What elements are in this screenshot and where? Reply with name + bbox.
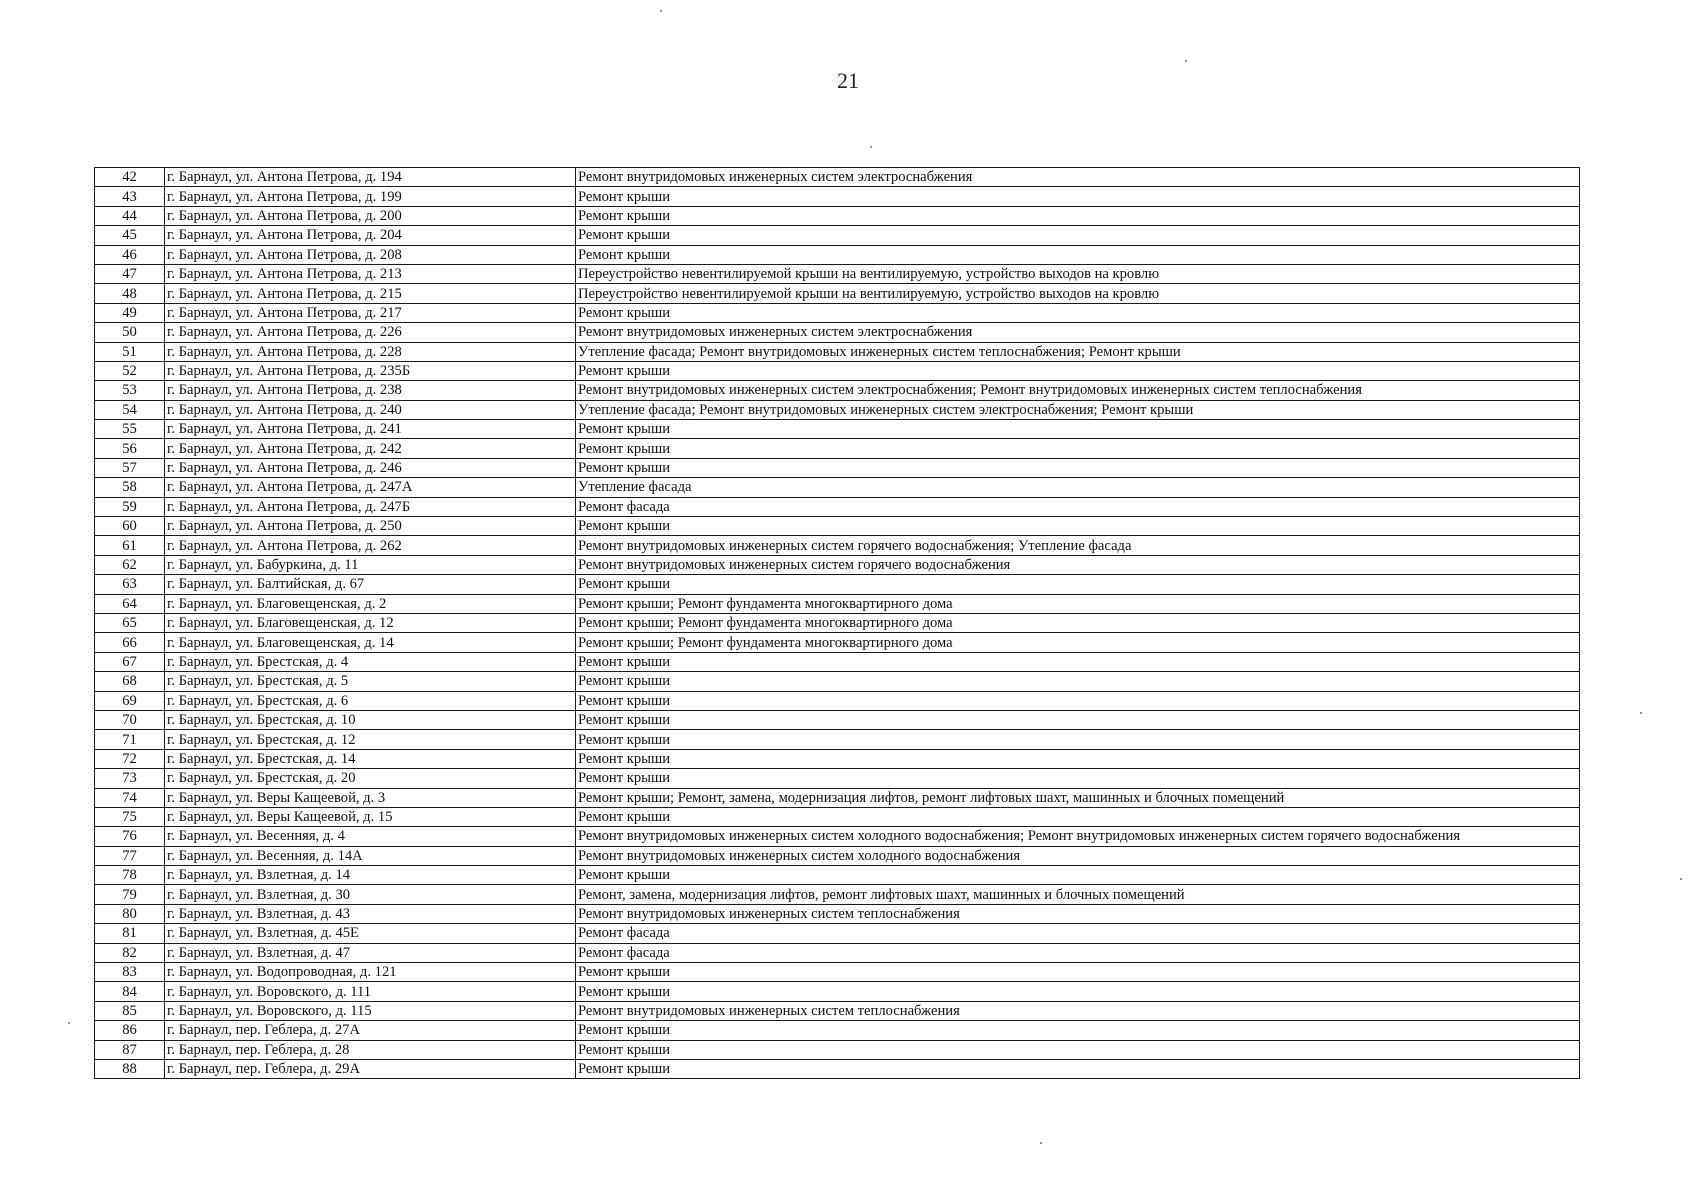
row-number: 81 — [95, 924, 165, 943]
table-row — [95, 982, 1580, 1001]
row-work-type: Ремонт крыши; Ремонт фундамента многоквартирного дома — [576, 594, 1580, 613]
row-work-type: Ремонт крыши — [576, 963, 1580, 982]
table-row — [95, 691, 1580, 710]
row-number: 45 — [95, 226, 165, 245]
row-address: г. Барнаул, ул. Брестская, д. 6 — [165, 691, 576, 710]
table-row — [95, 904, 1580, 923]
row-address: г. Барнаул, пер. Геблера, д. 28 — [165, 1040, 576, 1059]
scan-speck — [68, 1022, 70, 1024]
row-number: 87 — [95, 1040, 165, 1059]
row-work-type: Ремонт крыши; Ремонт фундамента многоквартирного дома — [576, 633, 1580, 652]
row-number: 83 — [95, 963, 165, 982]
row-number: 49 — [95, 303, 165, 322]
row-address: г. Барнаул, ул. Воровского, д. 115 — [165, 1001, 576, 1020]
table-row — [95, 924, 1580, 943]
row-work-type: Ремонт фасада — [576, 943, 1580, 962]
row-address: г. Барнаул, ул. Взлетная, д. 14 — [165, 866, 576, 885]
table-row — [95, 769, 1580, 788]
row-work-type: Ремонт крыши — [576, 866, 1580, 885]
row-address: г. Барнаул, ул. Весенняя, д. 4 — [165, 827, 576, 846]
row-number: 73 — [95, 769, 165, 788]
scan-speck — [1185, 60, 1187, 62]
row-address: г. Барнаул, ул. Антона Петрова, д. 262 — [165, 536, 576, 555]
table-row — [95, 517, 1580, 536]
table-row — [95, 594, 1580, 613]
row-work-type: Ремонт внутридомовых инженерных систем холодного водоснабжения — [576, 846, 1580, 865]
table-row — [95, 1040, 1580, 1059]
row-number: 54 — [95, 400, 165, 419]
row-work-type: Ремонт внутридомовых инженерных систем электроснабжения — [576, 323, 1580, 342]
table-row — [95, 245, 1580, 264]
row-address: г. Барнаул, ул. Антона Петрова, д. 247Б — [165, 497, 576, 516]
row-address: г. Барнаул, ул. Весенняя, д. 14А — [165, 846, 576, 865]
table-row — [95, 439, 1580, 458]
row-work-type: Ремонт фасада — [576, 924, 1580, 943]
row-work-type: Ремонт крыши — [576, 652, 1580, 671]
table-row — [95, 284, 1580, 303]
row-number: 64 — [95, 594, 165, 613]
row-number: 44 — [95, 206, 165, 225]
table-row — [95, 633, 1580, 652]
row-work-type: Ремонт крыши — [576, 206, 1580, 225]
row-work-type: Ремонт, замена, модернизация лифтов, ремонт лифтовых шахт, машинных и блочных помещений — [576, 885, 1580, 904]
row-number: 57 — [95, 458, 165, 477]
table-row — [95, 303, 1580, 322]
table-row — [95, 963, 1580, 982]
repair-table — [94, 167, 1580, 1079]
row-number: 72 — [95, 749, 165, 768]
row-work-type: Ремонт внутридомовых инженерных систем горячего водоснабжения — [576, 555, 1580, 574]
row-address: г. Барнаул, ул. Брестская, д. 4 — [165, 652, 576, 671]
row-number: 61 — [95, 536, 165, 555]
row-number: 51 — [95, 342, 165, 361]
row-work-type: Ремонт крыши — [576, 730, 1580, 749]
row-number: 46 — [95, 245, 165, 264]
page-number: 21 — [837, 68, 859, 93]
row-address: г. Барнаул, ул. Воровского, д. 111 — [165, 982, 576, 1001]
table-row — [95, 478, 1580, 497]
row-number: 60 — [95, 517, 165, 536]
row-address: г. Барнаул, ул. Антона Петрова, д. 208 — [165, 245, 576, 264]
row-work-type: Ремонт крыши — [576, 245, 1580, 264]
row-number: 53 — [95, 381, 165, 400]
row-work-type: Ремонт крыши — [576, 226, 1580, 245]
table-row — [95, 226, 1580, 245]
row-address: г. Барнаул, ул. Брестская, д. 5 — [165, 672, 576, 691]
table-row — [95, 885, 1580, 904]
table-row — [95, 846, 1580, 865]
table-row — [95, 1001, 1580, 1020]
row-work-type: Утепление фасада; Ремонт внутридомовых инженерных систем электроснабжения; Ремонт крыши — [576, 400, 1580, 419]
row-address: г. Барнаул, ул. Антона Петрова, д. 200 — [165, 206, 576, 225]
row-number: 82 — [95, 943, 165, 962]
row-number: 86 — [95, 1021, 165, 1040]
row-work-type: Ремонт крыши; Ремонт, замена, модернизация лифтов, ремонт лифтовых шахт, машинных и блочных помещений — [576, 788, 1580, 807]
row-work-type: Ремонт крыши — [576, 1059, 1580, 1078]
row-work-type: Ремонт крыши — [576, 517, 1580, 536]
row-number: 78 — [95, 866, 165, 885]
row-number: 84 — [95, 982, 165, 1001]
table-row — [95, 1021, 1580, 1040]
row-work-type: Ремонт внутридомовых инженерных систем теплоснабжения — [576, 1001, 1580, 1020]
row-address: г. Барнаул, ул. Балтийская, д. 67 — [165, 575, 576, 594]
table-row — [95, 555, 1580, 574]
row-number: 50 — [95, 323, 165, 342]
table-row — [95, 613, 1580, 632]
row-work-type: Ремонт фасада — [576, 497, 1580, 516]
row-number: 67 — [95, 652, 165, 671]
scan-speck — [1040, 1142, 1042, 1144]
row-address: г. Барнаул, ул. Антона Петрова, д. 241 — [165, 420, 576, 439]
row-number: 74 — [95, 788, 165, 807]
row-number: 47 — [95, 264, 165, 283]
row-work-type: Переустройство невентилируемой крыши на вентилируемую, устройство выходов на кровлю — [576, 284, 1580, 303]
row-number: 75 — [95, 807, 165, 826]
row-work-type: Ремонт крыши — [576, 982, 1580, 1001]
row-address: г. Барнаул, ул. Антона Петрова, д. 217 — [165, 303, 576, 322]
row-address: г. Барнаул, ул. Антона Петрова, д. 228 — [165, 342, 576, 361]
row-address: г. Барнаул, ул. Антона Петрова, д. 199 — [165, 187, 576, 206]
row-address: г. Барнаул, ул. Антона Петрова, д. 204 — [165, 226, 576, 245]
row-number: 58 — [95, 478, 165, 497]
table-row — [95, 866, 1580, 885]
row-number: 42 — [95, 168, 165, 187]
row-work-type: Ремонт крыши — [576, 672, 1580, 691]
table-row — [95, 400, 1580, 419]
row-work-type: Ремонт крыши — [576, 769, 1580, 788]
row-number: 71 — [95, 730, 165, 749]
table-row — [95, 361, 1580, 380]
row-work-type: Ремонт внутридомовых инженерных систем электроснабжения — [576, 168, 1580, 187]
row-work-type: Ремонт крыши — [576, 187, 1580, 206]
row-work-type: Ремонт внутридомовых инженерных систем теплоснабжения — [576, 904, 1580, 923]
table-row — [95, 497, 1580, 516]
row-address: г. Барнаул, ул. Антона Петрова, д. 242 — [165, 439, 576, 458]
table-body — [95, 168, 1580, 1079]
table-row — [95, 652, 1580, 671]
table-row — [95, 575, 1580, 594]
row-work-type: Переустройство невентилируемой крыши на вентилируемую, устройство выходов на кровлю — [576, 264, 1580, 283]
row-address: г. Барнаул, ул. Взлетная, д. 45Е — [165, 924, 576, 943]
row-address: г. Барнаул, ул. Антона Петрова, д. 240 — [165, 400, 576, 419]
row-address: г. Барнаул, пер. Геблера, д. 29А — [165, 1059, 576, 1078]
row-number: 55 — [95, 420, 165, 439]
table-row — [95, 381, 1580, 400]
scan-speck — [1680, 878, 1682, 880]
row-work-type: Ремонт крыши; Ремонт фундамента многоквартирного дома — [576, 613, 1580, 632]
table-row — [95, 749, 1580, 768]
row-number: 56 — [95, 439, 165, 458]
row-work-type: Ремонт внутридомовых инженерных систем электроснабжения; Ремонт внутридомовых инженерных систем теплоснабжения — [576, 381, 1580, 400]
table-row — [95, 323, 1580, 342]
row-work-type: Утепление фасада; Ремонт внутридомовых инженерных систем теплоснабжения; Ремонт крыши — [576, 342, 1580, 361]
row-number: 66 — [95, 633, 165, 652]
table-row — [95, 943, 1580, 962]
row-address: г. Барнаул, ул. Антона Петрова, д. 213 — [165, 264, 576, 283]
table-row — [95, 710, 1580, 729]
row-address: г. Барнаул, пер. Геблера, д. 27А — [165, 1021, 576, 1040]
table-row — [95, 187, 1580, 206]
row-address: г. Барнаул, ул. Брестская, д. 14 — [165, 749, 576, 768]
row-work-type: Ремонт крыши — [576, 303, 1580, 322]
table-row — [95, 168, 1580, 187]
table-row — [95, 827, 1580, 846]
row-work-type: Ремонт крыши — [576, 1040, 1580, 1059]
row-address: г. Барнаул, ул. Антона Петрова, д. 250 — [165, 517, 576, 536]
row-address: г. Барнаул, ул. Антона Петрова, д. 194 — [165, 168, 576, 187]
row-work-type: Ремонт внутридомовых инженерных систем горячего водоснабжения; Утепление фасада — [576, 536, 1580, 555]
row-address: г. Барнаул, ул. Антона Петрова, д. 238 — [165, 381, 576, 400]
row-work-type: Ремонт крыши — [576, 1021, 1580, 1040]
row-address: г. Барнаул, ул. Благовещенская, д. 2 — [165, 594, 576, 613]
row-work-type: Ремонт крыши — [576, 749, 1580, 768]
table-row — [95, 730, 1580, 749]
scan-speck — [1640, 712, 1642, 714]
table-row — [95, 1059, 1580, 1078]
row-address: г. Барнаул, ул. Водопроводная, д. 121 — [165, 963, 576, 982]
row-number: 65 — [95, 613, 165, 632]
scan-speck — [660, 10, 662, 12]
table-row — [95, 206, 1580, 225]
row-work-type: Ремонт крыши — [576, 361, 1580, 380]
row-address: г. Барнаул, ул. Веры Кащеевой, д. 15 — [165, 807, 576, 826]
row-number: 79 — [95, 885, 165, 904]
row-address: г. Барнаул, ул. Антона Петрова, д. 235Б — [165, 361, 576, 380]
row-address: г. Барнаул, ул. Брестская, д. 10 — [165, 710, 576, 729]
row-number: 68 — [95, 672, 165, 691]
table-row — [95, 536, 1580, 555]
table-row — [95, 788, 1580, 807]
row-work-type: Ремонт крыши — [576, 710, 1580, 729]
table-row — [95, 342, 1580, 361]
row-address: г. Барнаул, ул. Антона Петрова, д. 246 — [165, 458, 576, 477]
row-number: 59 — [95, 497, 165, 516]
row-work-type: Ремонт крыши — [576, 807, 1580, 826]
row-work-type: Ремонт крыши — [576, 439, 1580, 458]
row-number: 80 — [95, 904, 165, 923]
table-row — [95, 807, 1580, 826]
row-address: г. Барнаул, ул. Брестская, д. 12 — [165, 730, 576, 749]
row-address: г. Барнаул, ул. Благовещенская, д. 12 — [165, 613, 576, 632]
row-number: 62 — [95, 555, 165, 574]
row-address: г. Барнаул, ул. Взлетная, д. 30 — [165, 885, 576, 904]
row-number: 76 — [95, 827, 165, 846]
row-work-type: Утепление фасада — [576, 478, 1580, 497]
row-address: г. Барнаул, ул. Антона Петрова, д. 215 — [165, 284, 576, 303]
row-work-type: Ремонт крыши — [576, 691, 1580, 710]
row-address: г. Барнаул, ул. Благовещенская, д. 14 — [165, 633, 576, 652]
row-address: г. Барнаул, ул. Бабуркина, д. 11 — [165, 555, 576, 574]
row-number: 85 — [95, 1001, 165, 1020]
table-row — [95, 672, 1580, 691]
row-number: 48 — [95, 284, 165, 303]
row-work-type: Ремонт крыши — [576, 420, 1580, 439]
row-address: г. Барнаул, ул. Взлетная, д. 47 — [165, 943, 576, 962]
row-number: 69 — [95, 691, 165, 710]
row-number: 70 — [95, 710, 165, 729]
row-number: 52 — [95, 361, 165, 380]
row-number: 43 — [95, 187, 165, 206]
table-row — [95, 420, 1580, 439]
scan-speck — [870, 146, 872, 148]
row-work-type: Ремонт внутридомовых инженерных систем холодного водоснабжения; Ремонт внутридомовых инженерных систем горячего водоснабжения — [576, 827, 1580, 846]
row-number: 88 — [95, 1059, 165, 1078]
row-address: г. Барнаул, ул. Антона Петрова, д. 226 — [165, 323, 576, 342]
row-work-type: Ремонт крыши — [576, 575, 1580, 594]
row-address: г. Барнаул, ул. Брестская, д. 20 — [165, 769, 576, 788]
row-number: 63 — [95, 575, 165, 594]
row-address: г. Барнаул, ул. Антона Петрова, д. 247А — [165, 478, 576, 497]
row-work-type: Ремонт крыши — [576, 458, 1580, 477]
row-address: г. Барнаул, ул. Веры Кащеевой, д. 3 — [165, 788, 576, 807]
table-row — [95, 264, 1580, 283]
row-number: 77 — [95, 846, 165, 865]
table-row — [95, 458, 1580, 477]
row-address: г. Барнаул, ул. Взлетная, д. 43 — [165, 904, 576, 923]
